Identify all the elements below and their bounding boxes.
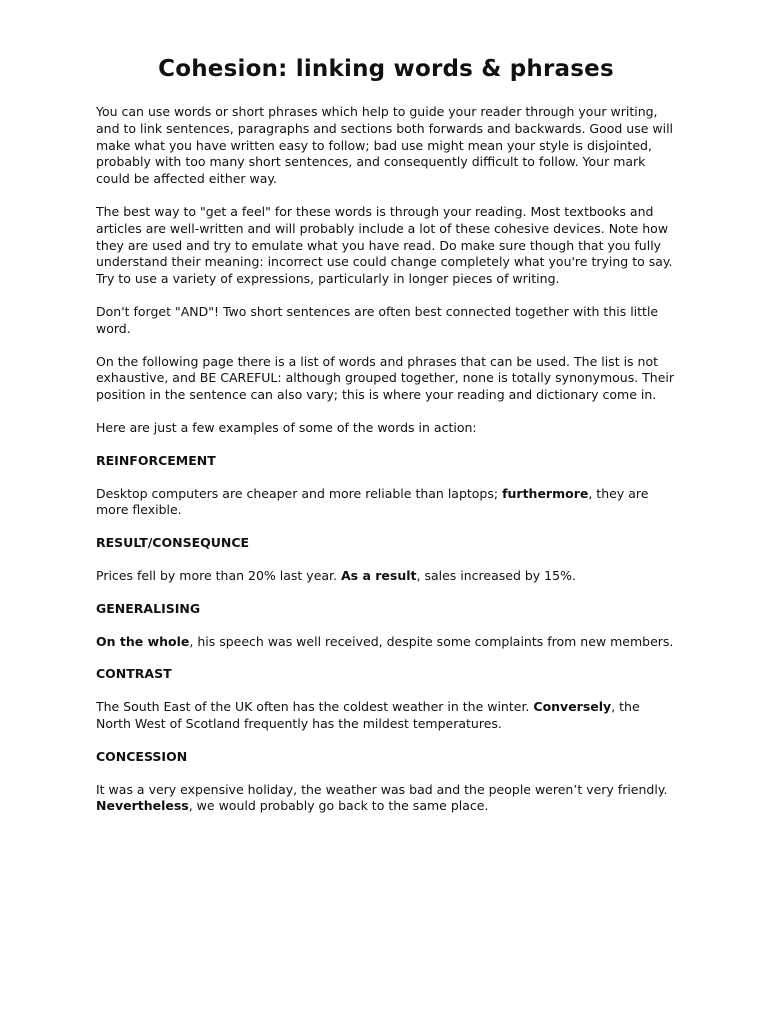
- example-text: , they are more flexible.: [96, 485, 649, 518]
- example-concession: [96, 782, 676, 816]
- example-result: [96, 568, 676, 585]
- example-text: Prices fell by more than 20% last year.: [96, 567, 341, 583]
- linking-word: furthermore: [502, 485, 589, 501]
- example-generalising: [96, 634, 676, 651]
- section-heading-result: RESULT/CONSEQUNCE: [96, 535, 250, 551]
- example-text: , sales increased by 15%.: [416, 567, 576, 583]
- linking-word: As a result: [341, 567, 417, 583]
- example-text: , his speech was well received, despite some complaints from new members.: [189, 633, 674, 649]
- examples-intro-paragraph: Here are just a few examples of some of the words in action:: [96, 419, 477, 435]
- example-text: It was a very expensive holiday, the weather was bad and the people weren’t very friendly.: [96, 781, 668, 797]
- and-reminder-paragraph: Don't forget "AND"! Two short sentences are often best connected together with this little word.: [96, 303, 659, 336]
- example-reinforcement: [96, 486, 676, 520]
- linking-word: Nevertheless: [96, 798, 189, 814]
- document-page: [96, 56, 676, 831]
- list-warning-paragraph: On the following page there is a list of words and phrases that can be used. The list is not exhaustive, and BE CAREFUL: although grouped together, none is totally synonymous. Their position in the sentence can also vary; this is where your reading and dictionary come in.: [96, 353, 675, 403]
- example-text: Desktop computers are cheaper and more reliable than laptops;: [96, 485, 503, 501]
- example-text: , we would probably go back to the same place.: [188, 798, 489, 814]
- section-heading-contrast: CONTRAST: [96, 666, 172, 682]
- reading-advice-paragraph: The best way to "get a feel" for these words is through your reading. Most textbooks and articles are well-written and will probably include a lot of these cohesive devices. Note how they are used and try to emulate what you have read. Do make sure though that you fully understand their meaning: incorrect use could change completely what you're trying to say. Try to use a variety of expressions, particularly in longer pieces of writing.: [96, 203, 673, 287]
- linking-word: On the whole: [96, 633, 190, 649]
- example-contrast: [96, 699, 676, 733]
- document-title: Cohesion: linking words & phrases: [158, 56, 614, 82]
- section-heading-generalising: GENERALISING: [96, 600, 201, 616]
- section-heading-concession: CONCESSION: [96, 748, 188, 764]
- section-heading-reinforcement: REINFORCEMENT: [96, 452, 216, 468]
- example-text: The South East of the UK often has the coldest weather in the winter.: [96, 699, 534, 715]
- intro-paragraph: You can use words or short phrases which help to guide your reader through your writing, and to link sentences, paragraphs and sections both forwards and backwards. Good use will make what you have written easy to follow; bad use might mean your style is disjointed, probably with too many short sentences, and consequently difficult to follow. Your mark could be affected either way.: [96, 104, 674, 187]
- example-text: , the North West of Scotland frequently has the mildest temperatures.: [96, 699, 640, 731]
- linking-word: Conversely: [533, 699, 612, 715]
